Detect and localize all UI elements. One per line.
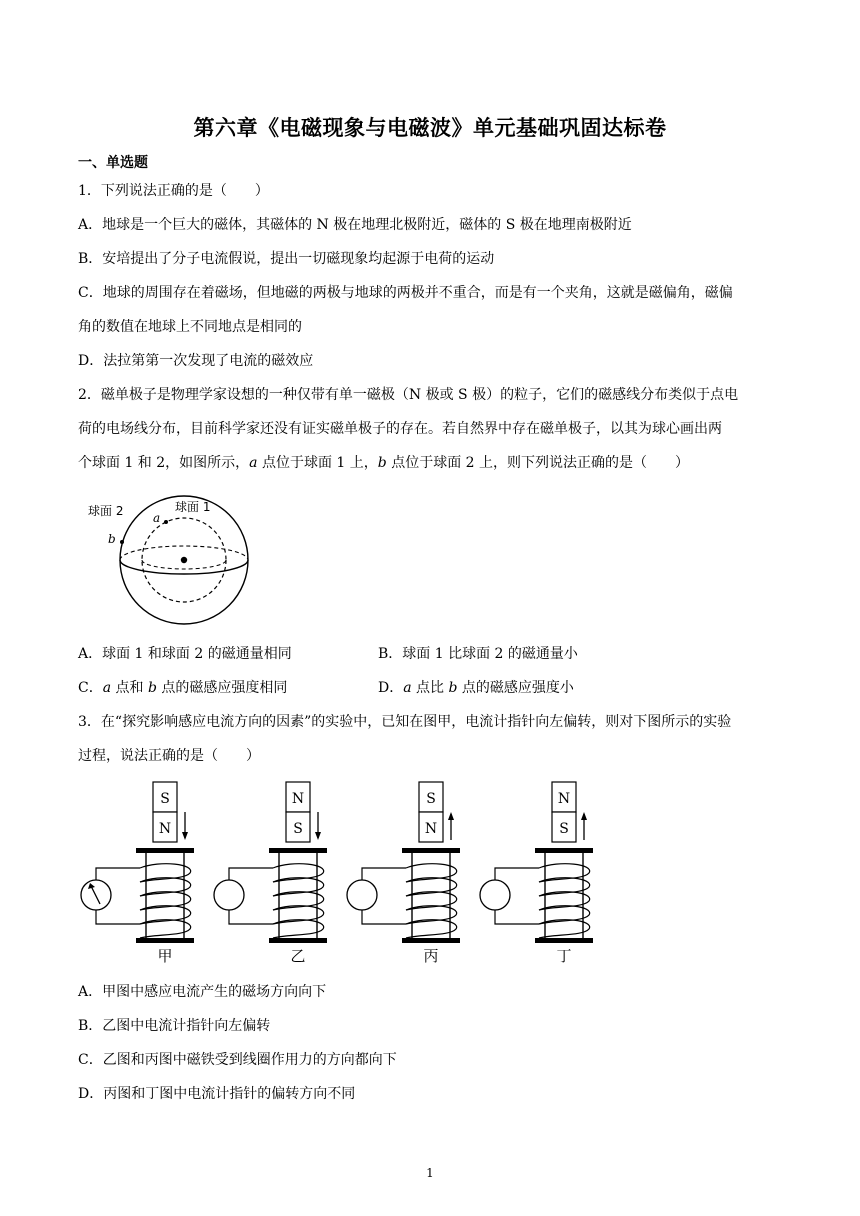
magnet-bottom-pole: S xyxy=(293,821,303,837)
q2-option-a: A．球面 1 和球面 2 的磁通量相同 xyxy=(78,646,292,662)
q2-option-b: B．球面 1 比球面 2 的磁通量小 xyxy=(378,646,578,662)
section-heading: 一、单选题 xyxy=(78,155,148,171)
panel-2 xyxy=(214,782,327,965)
point-b-dot xyxy=(120,540,124,544)
q3-option-a: A．甲图中感应电流产生的磁场方向向下 xyxy=(78,984,327,1000)
wire-bottom xyxy=(362,910,406,924)
q2-d-var-b: b xyxy=(448,680,458,696)
galvanometer xyxy=(347,880,377,910)
q3-stem-line2: 过程，说法正确的是（ ） xyxy=(78,748,260,764)
point-a-label: a xyxy=(153,511,161,525)
q1-option-d: D．法拉第第一次发现了电流的磁效应 xyxy=(78,353,314,369)
wire-top xyxy=(362,868,406,880)
q3-stem-line1: 3．在“探究影响感应电流方向的因素”的实验中，已知在图甲，电流计指针向左偏转，则对下图所示的实验 xyxy=(78,714,732,730)
coil-bottom-plate xyxy=(402,938,460,943)
q2-c-mid: 点和 xyxy=(111,680,148,696)
q2-option-c xyxy=(78,677,287,697)
coil-top-plate xyxy=(402,848,460,853)
coil-bottom-plate xyxy=(136,938,194,943)
q2-stem-line1: 2．磁单极子是物理学家设想的一种仅带有单一磁极（N 极或 S 极）的粒子，它们的磁感线分布类似于点电 xyxy=(78,387,739,403)
wire-top xyxy=(229,868,273,880)
magnet-top-pole: S xyxy=(426,791,436,807)
q1-stem: 1．下列说法正确的是（ ） xyxy=(78,183,269,199)
q2-c-var-b: b xyxy=(147,680,157,696)
q2-d-prefix: D． xyxy=(378,680,404,696)
sphere-1-label: 球面 1 xyxy=(175,500,211,514)
q2-d-mid: 点比 xyxy=(411,680,449,696)
motion-arrow-head xyxy=(448,812,454,820)
wire-top xyxy=(495,868,539,880)
magnet-bottom-pole: S xyxy=(559,821,569,837)
coil-top-plate xyxy=(535,848,593,853)
q2-var-b: b xyxy=(377,455,387,471)
page-title: 第六章《电磁现象与电磁波》单元基础巩固达标卷 xyxy=(193,116,667,140)
q2-line3-mid: 点位于球面 1 上， xyxy=(257,455,378,471)
page-number: 1 xyxy=(426,1166,434,1180)
q3-option-b: B．乙图中电流计指针向左偏转 xyxy=(78,1018,271,1034)
coil-bottom-plate xyxy=(269,938,327,943)
q1-option-c-line1: C．地球的周围存在着磁场，但地磁的两极与地球的两极并不重合，而是有一个夹角，这就是磁偏角，磁偏 xyxy=(78,285,733,301)
motion-arrow-head xyxy=(581,812,587,820)
magnet-top-pole: S xyxy=(160,791,170,807)
wire-bottom xyxy=(495,910,539,924)
q3-option-c: C．乙图和丙图中磁铁受到线圈作用力的方向都向下 xyxy=(78,1052,397,1068)
sphere-2-label: 球面 2 xyxy=(88,504,124,518)
motion-arrow-head xyxy=(182,832,188,840)
q2-c-prefix: C． xyxy=(78,680,103,696)
panel-caption: 丙 xyxy=(423,947,439,965)
q2-stem-line3 xyxy=(78,452,689,472)
q2-line3-post: 点位于球面 2 上，则下列说法正确的是（ ） xyxy=(386,455,690,471)
magnet-bottom-pole: N xyxy=(158,821,172,837)
magnet-bottom-pole: N xyxy=(424,821,438,837)
panel-3 xyxy=(347,782,460,965)
q2-c-post: 点的磁感应强度相同 xyxy=(156,680,288,696)
wire-top xyxy=(96,868,140,880)
wire-bottom xyxy=(96,910,140,924)
q2-stem-line2: 荷的电场线分布，目前科学家还没有证实磁单极子的存在。若自然界中存在磁单极子，以其为球心画出两 xyxy=(78,421,722,437)
q1-option-c-line2: 角的数值在地球上不同地点是相同的 xyxy=(78,319,302,335)
coil-top-plate xyxy=(136,848,194,853)
wire-bottom xyxy=(229,910,273,924)
coil-top-plate xyxy=(269,848,327,853)
panel-caption: 甲 xyxy=(157,947,173,965)
q2-c-var-a: a xyxy=(102,680,112,696)
panel-caption: 乙 xyxy=(290,947,306,965)
magnet-top-pole: N xyxy=(557,791,571,807)
q2-d-var-a: a xyxy=(403,680,412,696)
coil-bottom-plate xyxy=(535,938,593,943)
galvanometer xyxy=(214,880,244,910)
galvanometer xyxy=(480,880,510,910)
center-dot xyxy=(181,557,187,563)
induction-experiment-figure xyxy=(78,780,618,966)
point-b-label: b xyxy=(108,532,116,546)
spheres-figure xyxy=(80,492,260,632)
panel-1 xyxy=(81,782,194,965)
q1-option-a: A．地球是一个巨大的磁体，其磁体的 N 极在地理北极附近，磁体的 S 极在地理南极附近 xyxy=(78,217,632,233)
panel-caption: 丁 xyxy=(556,947,572,965)
q1-option-b: B．安培提出了分子电流假说，提出一切磁现象均起源于电荷的运动 xyxy=(78,251,495,267)
motion-arrow-head xyxy=(315,832,321,840)
q2-option-d xyxy=(378,677,574,697)
q2-line3-pre: 个球面 1 和 2，如图所示， xyxy=(78,455,250,471)
point-a-dot xyxy=(164,520,168,524)
panel-4 xyxy=(480,782,593,965)
q2-d-post: 点的磁感应强度小 xyxy=(457,680,574,696)
q3-option-d: D．丙图和丁图中电流计指针的偏转方向不同 xyxy=(78,1086,356,1102)
q2-var-a: a xyxy=(249,455,258,471)
magnet-top-pole: N xyxy=(291,791,305,807)
